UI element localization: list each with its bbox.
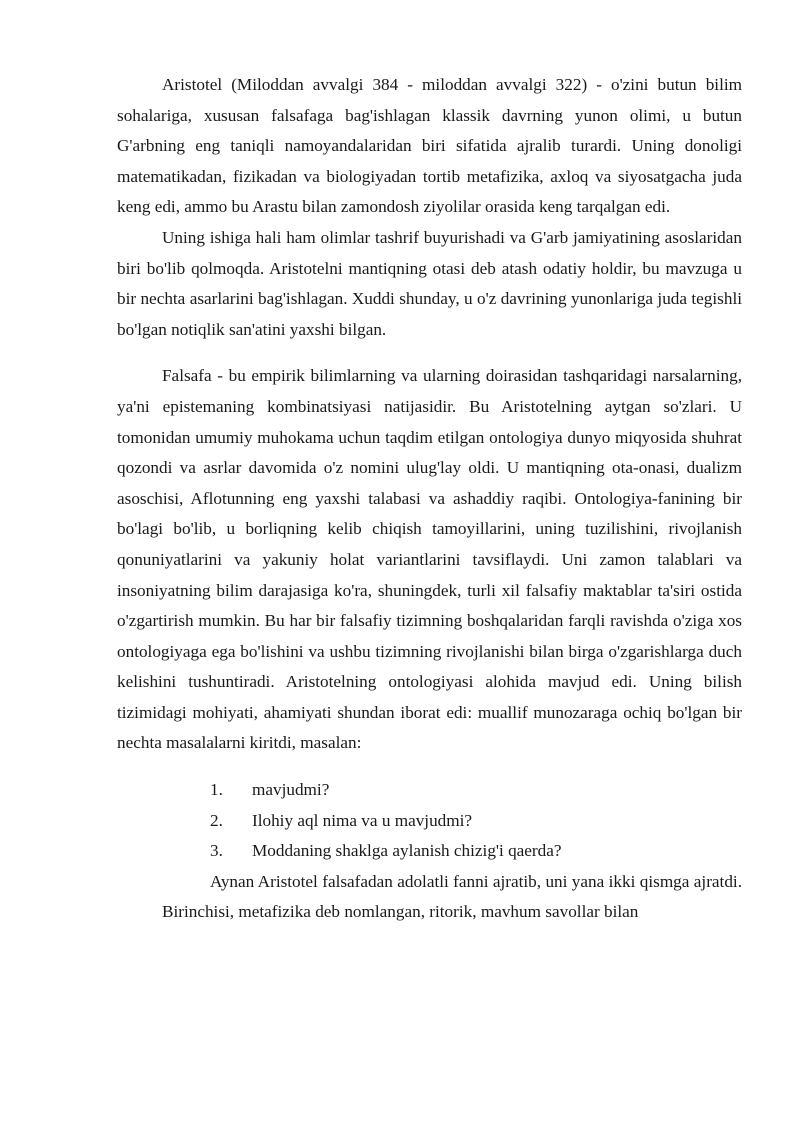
list-item <box>210 806 742 837</box>
list-item <box>210 836 742 867</box>
list-item <box>210 775 742 806</box>
paragraph-ontology: Falsafa - bu empirik bilimlarning va ularning doirasidan tashqaridagi narsalarning, ya'ni epistemaning kombinatsiyasi natijasidir. Bu Aristotelning aytgan so'zlari. U tomonidan umumiy muhokama uchun taqdim etilgan ontologiya dunyo miqyosida shuhrat qozondi va asrlar davomida o'z nomini ulug'lay oldi. U mantiqning ota-onasi, dualizm asoschisi, Aflotunning eng yaxshi talabasi va ashaddiy raqibi. Ontologiya-fanining bir bo'lagi bo'lib, u borliqning kelib chiqish tamoyillarini, uning tuzilishini, rivojlanish qonuniyatlarini va yakuniy holat variantlarini tavsiflaydi. Uni zamon talablari va insoniyatning bilim darajasiga ko'ra, shuningdek, turli xil falsafiy maktablar ta'siri ostida o'zgartirish mumkin. Bu har bir falsafiy tizimning boshqalaridan farqli ravishda o'ziga xos ontologiyaga ega bo'lishini va ushbu tizimning rivojlanishi bilan birga o'zgarishlarga duch kelishini tushuntiradi. Aristotelning ontologiyasi alohida mavjud edi. Uning bilish tizimidagi mohiyati, ahamiyati shundan iborat edi: muallif munozaraga ochiq bo'lgan bir nechta masalalarni kiritdi, masalan: <box>117 366 742 753</box>
paragraph-closing: Aynan Aristotel falsafadan adolatli fanni ajratib, uni yana ikki qismga ajratdi. Birinchisi, metafizika deb nomlangan, ritorik, mavhum savollar bilan <box>162 871 742 922</box>
paragraph-intro: Aristotel (Miloddan avvalgi 384 - miloddan avvalgi 322) - o'zini butun bilim sohalariga, xususan falsafaga bag'ishlagan klassik davrning yunon olimi, u butun G'arbning eng taniqli namoyandalaridan biri sifatida ajralib turardi. Uning donoligi matematikadan, fizikadan va biologiyadan tortib metafizika, axloq va siyosatgacha juda keng edi, ammo bu Arastu bilan zamondosh ziyolilar orasida keng tarqalgan edi. <box>117 75 742 217</box>
list-item-number: 2. <box>210 810 223 830</box>
paragraph-legacy: Uning ishiga hali ham olimlar tashrif buyurishadi va G'arb jamiyatining asoslaridan biri bo'lib qolmoqda. Aristotelni mantiqning otasi deb atash odatiy holdir, bu mavzuga u bir nechta asarlarini bag'ishlagan. Xuddi shunday, u o'z davrining yunonlariga juda tegishli bo'lgan notiqlik san'atini yaxshi bilgan. <box>117 227 742 339</box>
list-item-number: 1. <box>210 780 223 800</box>
list-item-text: Moddaning shaklga aylanish chizig'i qaerda? <box>252 841 562 861</box>
list-item-number: 3. <box>210 841 223 861</box>
list-item-text: Ilohiy aql nima va u mavjudmi? <box>252 810 473 830</box>
question-list <box>117 775 742 867</box>
document-page <box>117 70 742 928</box>
list-item-text: mavjudmi? <box>252 780 330 800</box>
